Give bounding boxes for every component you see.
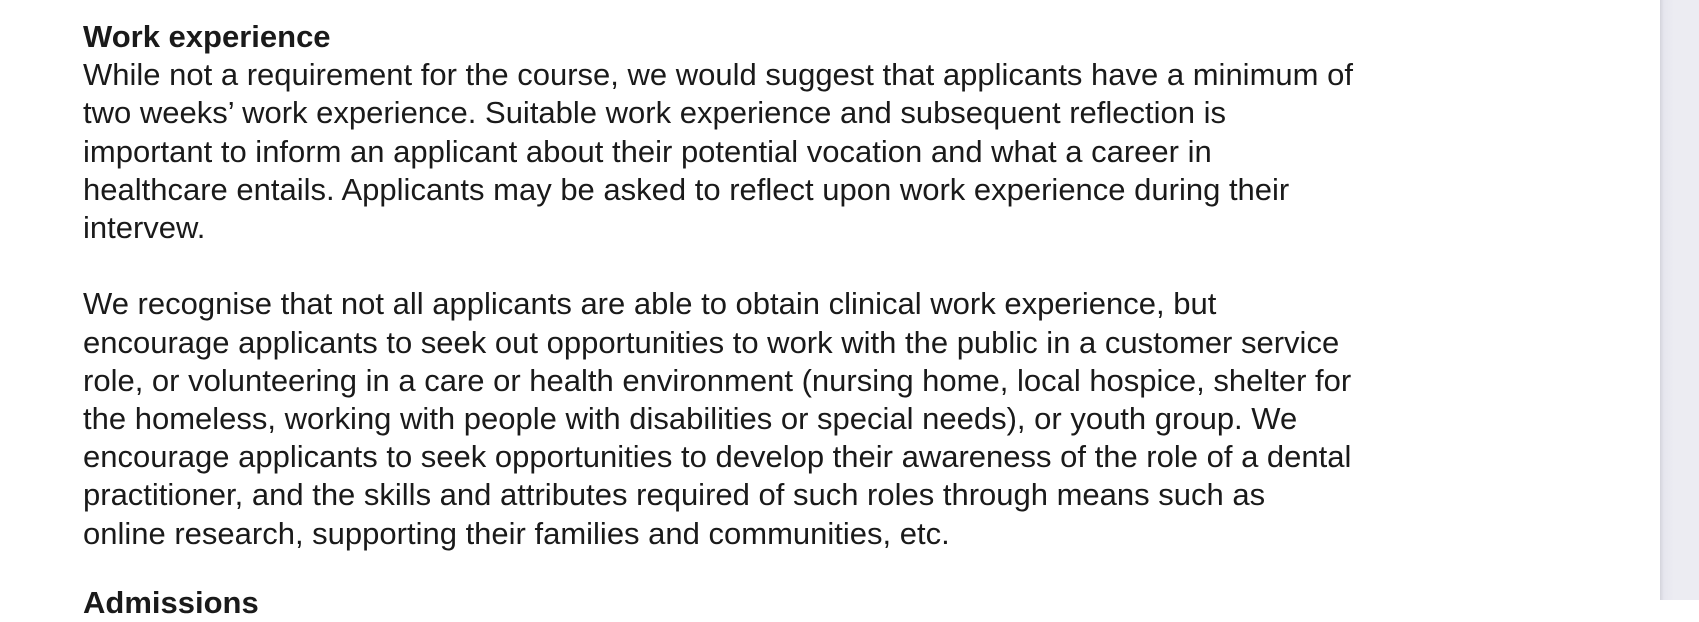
paragraph-line: practitioner, and the skills and attributes required of such roles through means such as [83,477,1266,513]
paragraph-line: encourage applicants to seek opportunities to develop their awareness of the role of a dental [83,439,1352,475]
work-experience-section [83,18,1483,553]
vertical-scrollbar[interactable] [1660,0,1699,600]
paragraph-line: online research, supporting their families and communities, etc. [83,515,950,551]
paragraph-line: While not a requirement for the course, we would suggest that applicants have a minimum of [83,57,1353,93]
paragraph-2 [83,285,1483,552]
paragraph-line: important to inform an applicant about their potential vocation and what a career in [83,133,1212,169]
paragraph-line: role, or volunteering in a care or health environment (nursing home, local hospice, shelter for [83,362,1352,398]
paragraph-line: encourage applicants to seek out opportunities to work with the public in a customer service [83,324,1340,360]
paragraph-line: healthcare entails. Applicants may be asked to reflect upon work experience during their [83,171,1290,207]
next-section-heading-cutoff: Admissions [83,585,259,620]
paragraph-line: intervew. [83,210,206,246]
paragraph-line: the homeless, working with people with disabilities or special needs), or youth group. We [83,401,1298,437]
section-heading: Work experience [83,19,331,54]
paragraph-line: We recognise that not all applicants are able to obtain clinical work experience, but [83,286,1217,322]
paragraph-1 [83,56,1483,247]
paragraph-line: two weeks’ work experience. Suitable work experience and subsequent reflection is [83,95,1227,131]
